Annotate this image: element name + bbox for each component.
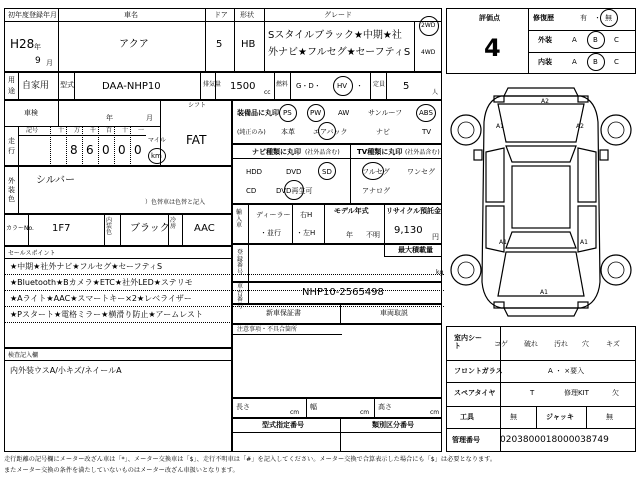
exterior-grade-label: 外装	[538, 36, 552, 44]
type-value: DAA-NHP10	[102, 81, 161, 92]
jack-value: 無	[606, 413, 613, 421]
damage-a1-front-left: A1	[496, 123, 504, 130]
seat-item-2: 破れ	[524, 340, 538, 348]
ac-label: 冷房	[170, 217, 177, 230]
mileage-digit-1: 8	[70, 143, 78, 157]
color-code-label: カラーNo.	[6, 225, 34, 232]
ac-value: AAC	[194, 223, 215, 234]
jack-label: ジャッキ	[546, 413, 574, 421]
digit-header-5: 十	[122, 127, 129, 134]
mileage-label-2: 行	[8, 147, 15, 155]
use-row-label1: 用	[8, 76, 15, 84]
spare-kit: 修理KIT	[564, 389, 589, 397]
digit-header-1: 十	[58, 127, 65, 134]
repair-label: 修復歴	[533, 14, 554, 22]
documents-row	[232, 304, 442, 324]
car-diagram	[446, 82, 636, 322]
grade-line1: Sスタイルブラック★中期★社	[268, 30, 402, 41]
spare-label: スペアタイヤ	[454, 389, 496, 397]
import-label: 輸入車	[236, 209, 243, 230]
exterior-note: ）色替車は色替と記入	[145, 199, 206, 206]
equipment-title: 装備品に丸印	[237, 109, 279, 117]
inspection-label: 車検	[24, 109, 38, 117]
exterior-grade-b: B	[593, 36, 598, 44]
km-label: km	[151, 152, 162, 160]
drive-4wd: 4WD	[421, 49, 436, 56]
damage-a1-rear: A1	[540, 289, 548, 296]
recycle-label: リサイクル預託金	[386, 207, 442, 215]
reg-month-sub: 月	[46, 59, 53, 67]
displacement-value: 1500	[230, 81, 256, 92]
height-label: 高さ	[378, 403, 392, 411]
recycle-value: 9,130	[394, 225, 423, 236]
navi-cd: CD	[246, 187, 257, 195]
equip-sunroof: サンルーフ	[368, 109, 403, 117]
warranty-label: 新車保証書	[266, 309, 301, 317]
notes-block	[232, 324, 442, 398]
fuel-options: G・D・	[296, 82, 321, 90]
fuel-hv: HV	[337, 82, 348, 90]
score-label: 評価点	[479, 14, 500, 22]
use-row-label2: 途	[8, 87, 15, 95]
equip-tv: TV	[422, 128, 432, 136]
grade-label: グレード	[324, 11, 352, 19]
equip-aw: AW	[338, 109, 350, 117]
tools-value: 無	[510, 413, 517, 421]
shape-label: 形状	[240, 11, 254, 19]
model-year-label: モデル年式	[334, 207, 369, 215]
fuel-rest: ・	[356, 82, 363, 90]
interior-grade-label: 内装	[538, 58, 552, 66]
repair-no: 無	[605, 14, 612, 22]
digit-header-3: 千	[90, 127, 97, 134]
door-count: 5	[216, 39, 223, 50]
damage-a1-right-side: A1	[580, 239, 588, 246]
seat-item-1: コゲ	[494, 340, 508, 348]
reg-year-sub: 年	[34, 43, 41, 51]
sales-line-3: ★Aライト★AAC★スマートキー×2★レベライザー	[10, 294, 192, 303]
damage-a1-left-side: A1	[499, 239, 507, 246]
inspector-text: 内外装ウスA/小キズ/ネイールA	[10, 366, 122, 375]
mile-label: マイル	[148, 137, 166, 144]
chassis-label: 車台番号	[237, 283, 244, 310]
max-load-label: 最大積載量	[398, 246, 433, 254]
navi-dvdplay: DVD再生可	[276, 187, 313, 195]
seat-item-3: 汚れ	[554, 340, 568, 348]
equip-ps: PS	[283, 109, 292, 117]
seat-item-5: キズ	[606, 340, 620, 348]
width-label: 幅	[310, 403, 317, 411]
sales-line-1: ★中期★社外ナビ★フルセグ★セーフティS	[10, 262, 163, 271]
use-value: 自家用	[22, 81, 50, 91]
drive-2wd: 2WD	[421, 22, 436, 29]
exterior-label-1: 外	[8, 177, 15, 185]
glass-label: フロントガラス	[454, 367, 503, 375]
interior-color-value: ブラック	[130, 223, 170, 234]
width-unit: cm	[360, 409, 370, 416]
inspection-month: 月	[146, 114, 153, 122]
body-shape: HB	[241, 39, 256, 50]
seat-label: 室内シート	[454, 334, 482, 351]
capacity-value: 5	[403, 81, 410, 92]
sales-points-label: セールスポイント	[8, 250, 56, 257]
import-left: ・左H	[296, 229, 316, 237]
type-label: 型式	[60, 81, 74, 89]
damage-a2-front: A2	[541, 98, 549, 105]
reg-label: 初年度登録年月	[8, 11, 57, 19]
import-right: 右H	[300, 211, 313, 219]
length-unit: cm	[290, 409, 300, 416]
mgmt-label: 管理番号	[452, 436, 480, 444]
interior-grade-c: C	[614, 58, 619, 66]
tv-analog: アナログ	[362, 187, 390, 195]
import-parallel: ・並行	[260, 229, 281, 237]
carname-label: 車名	[124, 11, 138, 19]
shift-label: シフト	[188, 102, 207, 109]
displacement-unit: cc	[264, 89, 271, 96]
door-label: ドア	[214, 11, 228, 19]
digit-header-2: 万	[74, 127, 81, 134]
reg-month: 9	[35, 56, 41, 66]
sales-line-2: ★Bluetooth★Bカメラ★ETC★社外LED★ステリモ	[10, 278, 193, 287]
exterior-grade-a: A	[572, 36, 577, 44]
inspector-block	[4, 348, 232, 452]
exterior-grade-c: C	[614, 36, 619, 44]
glass-items: A ・ ×要入	[548, 367, 585, 375]
interior-grade-b: B	[593, 58, 598, 66]
digit-header-6: 一	[138, 127, 145, 134]
mileage-digit-5: 0	[134, 143, 142, 157]
equip-navi: ナビ	[376, 128, 390, 136]
import-dealer: ディーラー	[256, 211, 291, 219]
interior-color-label: 内装色	[106, 217, 113, 236]
navi-sd: SD	[322, 168, 332, 176]
interior-grade-a: A	[572, 58, 577, 66]
height-unit: cm	[430, 409, 440, 416]
notes-label: 注意事項・不具合箇所	[237, 326, 298, 333]
car-name: アクア	[119, 39, 149, 50]
exterior-color: シルバー	[36, 175, 76, 186]
navi-dvd: DVD	[286, 168, 302, 176]
mileage-digit-2: 6	[86, 143, 94, 157]
footer-line-2: またメーター交換の条件を満たしていないものはメーター改ざん車扱いとなります。	[4, 467, 239, 474]
equip-airbag: エアバック	[313, 128, 348, 136]
tv-title: TV種類に丸印	[357, 148, 403, 156]
tv-oneseg: ワンセグ	[407, 168, 435, 176]
damage-a2-front-right: A2	[576, 123, 584, 130]
spare-none: 欠	[612, 389, 619, 397]
displacement-label: 排気量	[203, 81, 222, 88]
tools-label: 工具	[460, 413, 474, 421]
chassis-value: NHP10-2565498	[302, 287, 384, 298]
length-label: 長さ	[236, 403, 250, 411]
shift-value: FAT	[186, 133, 207, 147]
type-cert-label: 型式指定番号	[262, 421, 304, 429]
score-value: 4	[484, 34, 501, 62]
tv-fullseg: フルセグ	[362, 168, 390, 176]
exterior-label-3: 色	[8, 195, 15, 203]
equipment-block	[232, 100, 442, 144]
tv-sub: (社外品含む)	[405, 149, 440, 156]
capacity-label: 定員	[373, 81, 386, 88]
digit-header-4: 百	[106, 127, 113, 134]
inspection-year: 年	[106, 114, 113, 122]
mileage-digit-4: 0	[118, 143, 126, 157]
manual-label: 車両取説	[380, 309, 408, 317]
navi-title: ナビ種類に丸印	[252, 148, 301, 156]
reg-no-label: 登録番号	[237, 249, 244, 276]
mileage-digit-3: 0	[102, 143, 110, 157]
mgmt-value: 0203800018000038749	[500, 435, 609, 445]
inspector-label: 検査記入欄	[8, 352, 39, 359]
capacity-unit: 人	[432, 89, 439, 96]
model-year-unknown: 不明	[366, 231, 380, 239]
footer-line-1: 走行距離の記号欄にメーター改ざん車は「*」、メーター交換車は「$」、走行不明車は「#」を記入してください。メーター交換で合算表示した場合にも「$」は必要となります。	[4, 456, 497, 463]
max-load-unit: kg	[436, 269, 444, 276]
repair-sep: ・	[594, 14, 601, 22]
mileage-label-1: 走	[8, 137, 15, 145]
repair-yes: 有	[580, 14, 587, 22]
reg-year: H28	[10, 37, 35, 51]
digit-header-0: 記号	[26, 127, 39, 134]
equip-leather: 本革	[281, 128, 295, 136]
color-code-value: 1F7	[52, 223, 71, 234]
class-label: 類別区分番号	[372, 421, 414, 429]
navi-hdd: HDD	[246, 168, 263, 176]
dimensions-row	[232, 398, 442, 418]
grade-line2: 外ナビ★フルセグ★セーフティS	[268, 47, 411, 58]
equipment-sub: (純正のみ)	[237, 129, 266, 136]
navi-sub: (社外品含む)	[305, 149, 340, 156]
equip-abs: ABS	[419, 109, 433, 117]
exterior-label-2: 装	[8, 186, 15, 194]
spare-t: T	[530, 389, 535, 397]
exterior-block	[4, 166, 232, 214]
seat-item-4: 穴	[582, 340, 589, 348]
model-year-unit: 年	[346, 231, 353, 239]
equip-pw: PW	[310, 109, 322, 117]
fuel-label: 燃料	[276, 81, 289, 88]
sales-line-4: ★Pスタート★電格ミラー★横滑り防止★アームレスト	[10, 310, 204, 319]
recycle-yen: 円	[432, 233, 439, 241]
